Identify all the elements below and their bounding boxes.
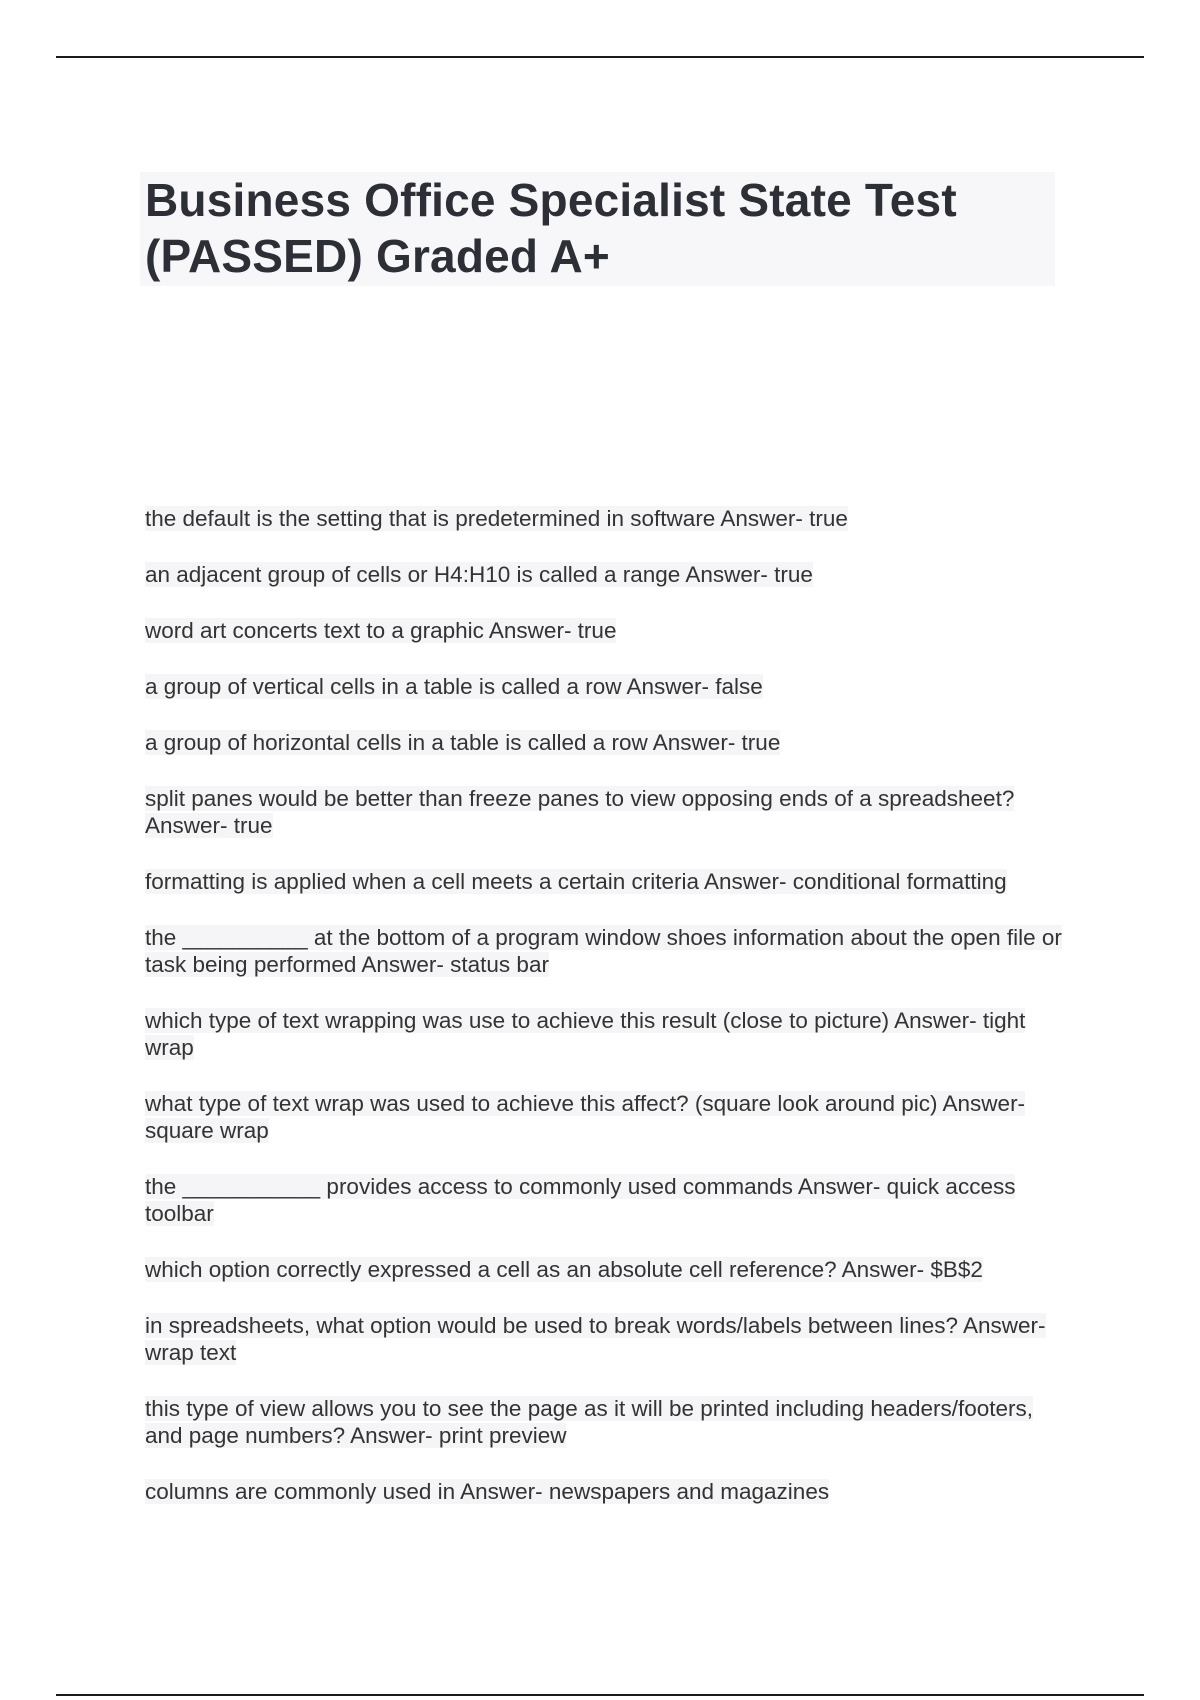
qa-item-12: which option correctly expressed a cell as an absolute cell reference? Answer- $B$2: [145, 1257, 983, 1282]
bottom-rule: [56, 1694, 1144, 1696]
qa-item-15: columns are commonly used in Answer- newspapers and magazines: [145, 1479, 830, 1504]
qa-item-6: split panes would be better than freeze panes to view opposing ends of a spreadsheet? Answer- true: [145, 786, 1015, 838]
question-answer-list: [145, 505, 1075, 1534]
qa-item-8: the __________ at the bottom of a program window shoes information about the open file or task being performed Answer- status bar: [145, 925, 1062, 977]
qa-item-3: word art concerts text to a graphic Answer- true: [145, 618, 617, 643]
qa-item-4: a group of vertical cells in a table is called a row Answer- false: [145, 674, 763, 699]
qa-item-7: formatting is applied when a cell meets a certain criteria Answer- conditional formatting: [145, 869, 1007, 894]
qa-item-10: what type of text wrap was used to achieve this affect? (square look around pic) Answer- square wrap: [145, 1091, 1026, 1143]
title-line-1: Business Office Specialist State Test: [145, 174, 957, 226]
qa-item-5: a group of horizontal cells in a table is called a row Answer- true: [145, 730, 781, 755]
qa-item-9: which type of text wrapping was use to achieve this result (close to picture) Answer- tight wrap: [145, 1008, 1026, 1060]
qa-item-1: the default is the setting that is predetermined in software Answer- true: [145, 506, 848, 531]
title-line-2: (PASSED) Graded A+: [145, 230, 610, 282]
top-rule: [56, 56, 1144, 58]
qa-item-11: the ___________ provides access to commonly used commands Answer- quick access toolbar: [145, 1174, 1016, 1226]
qa-item-13: in spreadsheets, what option would be used to break words/labels between lines? Answer- wrap text: [145, 1313, 1046, 1365]
qa-item-14: this type of view allows you to see the page as it will be printed including headers/footers, and page numbers? Answer- print preview: [145, 1396, 1034, 1448]
document-title: [140, 172, 1055, 286]
qa-item-2: an adjacent group of cells or H4:H10 is called a range Answer- true: [145, 562, 813, 587]
